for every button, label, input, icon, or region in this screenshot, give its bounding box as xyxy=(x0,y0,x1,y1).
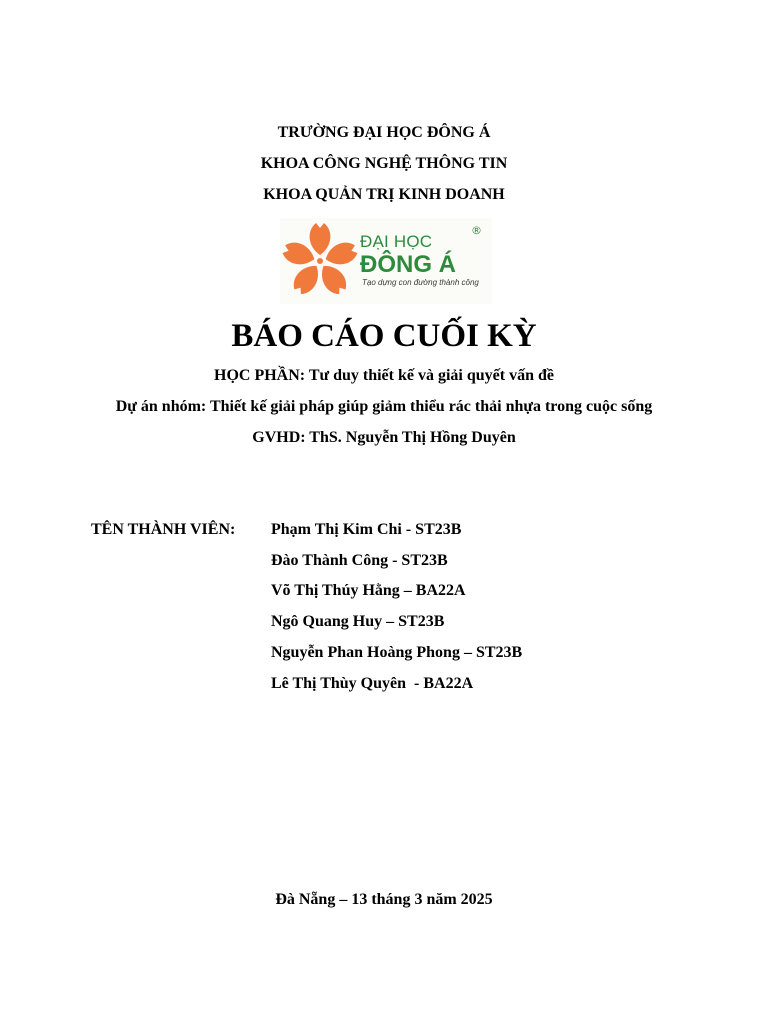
member-item: Đào Thành Công - ST23B xyxy=(271,552,448,569)
member-item: Ngô Quang Huy – ST23B xyxy=(271,613,445,630)
place-date: Đà Nẵng – 13 tháng 3 năm 2025 xyxy=(275,891,493,908)
member-item: Phạm Thị Kim Chi - ST23B xyxy=(271,521,462,538)
university-name: TRƯỜNG ĐẠI HỌC ĐÔNG Á xyxy=(277,124,491,141)
member-item: Lê Thị Thùy Quyên - BA22A xyxy=(271,675,474,692)
member-item: Võ Thị Thúy Hằng – BA22A xyxy=(271,582,466,599)
project-line: Dự án nhóm: Thiết kế giải pháp giúp giảm thiểu rác thải nhựa trong cuộc sống xyxy=(115,398,653,415)
logo-tagline: Tạo dựng con đường thành công xyxy=(362,278,479,287)
faculty-it: KHOA CÔNG NGHỆ THÔNG TIN xyxy=(260,155,508,172)
orange-flower-icon xyxy=(280,218,360,304)
university-logo xyxy=(280,218,492,304)
advisor-line: GVHD: ThS. Nguyễn Thị Hồng Duyên xyxy=(252,429,516,446)
members-label: TÊN THÀNH VIÊN: xyxy=(91,521,236,538)
faculty-business: KHOA QUẢN TRỊ KINH DOANH xyxy=(263,186,505,203)
member-item: Nguyễn Phan Hoàng Phong – ST23B xyxy=(271,644,523,661)
logo-text-line1: ĐẠI HỌC xyxy=(360,232,433,251)
course-line: HỌC PHẦN: Tư duy thiết kế và giải quyết vấn đề xyxy=(214,367,554,384)
report-title: BÁO CÁO CUỐI KỲ xyxy=(231,318,537,354)
registered-mark-icon: ® xyxy=(471,224,482,237)
logo-text-line2: ĐÔNG Á xyxy=(360,251,456,278)
